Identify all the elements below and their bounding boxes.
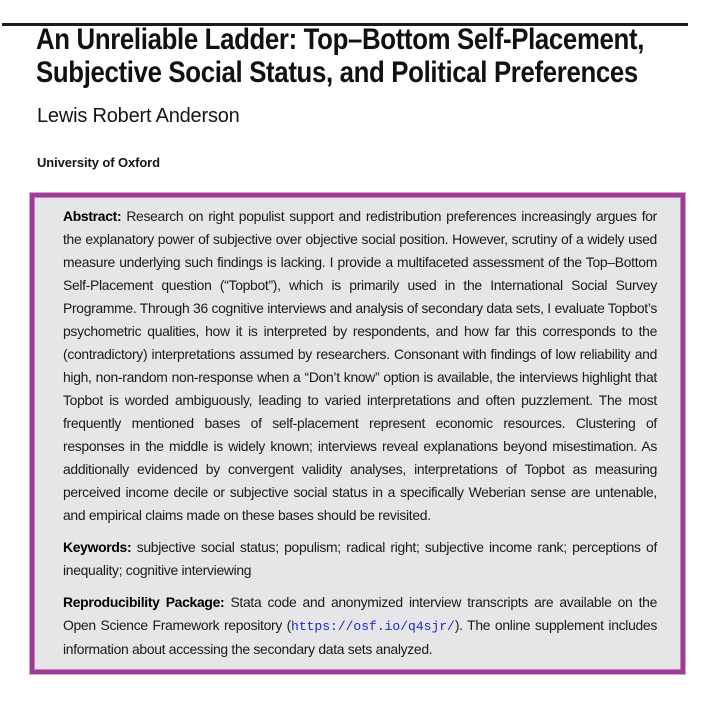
keywords-paragraph <box>63 536 657 582</box>
reproducibility-paragraph <box>63 591 657 661</box>
keywords-text: subjective social status; populism; radical right; subjective income rank; perceptions of inequality; cognitive interviewing <box>63 539 657 578</box>
author-name: Lewis Robert Anderson <box>37 105 240 127</box>
paper-title-line-2: Subjective Social Status, and Political Preferences <box>36 56 638 89</box>
abstract-paragraph <box>63 205 657 527</box>
paper-title-page <box>0 23 708 710</box>
abstract-label: Abstract: <box>63 208 122 224</box>
abstract-box <box>30 193 685 674</box>
reproducibility-text-before: Stata code and anonymized interview transcripts are available on the Open Science Framework repository ( <box>63 594 657 633</box>
keywords-label: Keywords: <box>63 539 132 555</box>
abstract-text: Research on right populist support and redistribution preferences increasingly argues for the explanatory power of subjective over objective social position. However, scrutiny of a widely used measure underlying such findings is lacking. I provide a multifaceted assessment of the Top–Bottom Self-Placement question (“Topbot”), which is primarily used in the International Social Survey Programme. Through 36 cognitive interviews and analysis of secondary data sets, I evaluate Topbot’s psychometric qualities, how it is interpreted by respondents, and how far this corresponds to the (contradictory) interpretations assumed by researchers. Consonant with findings of low reliability and high, non-random non-response when a “Don’t know” option is available, the interviews highlight that Topbot is worded ambiguously, leading to varied interpretations and often puzzlement. The most frequently mentioned bases of self-placement represent economic resources. Clustering of responses in the middle is widely known; interviews reveal explanations beyond misestimation. As additionally evidenced by convergent validity analyses, interpretations of Topbot as measuring perceived income decile or subjective social status in a specifically Weberian sense are untenable, and empirical claims made on these bases should be revisited. <box>63 208 658 523</box>
paper-title-line-1: An Unreliable Ladder: Top–Bottom Self-Placement, <box>36 23 645 56</box>
author-affiliation: University of Oxford <box>37 155 160 170</box>
reproducibility-text-after: ). The online supplement includes information about accessing the secondary data sets analyzed. <box>63 617 657 657</box>
reproducibility-label: Reproducibility Package: <box>63 594 225 610</box>
osf-repository-link[interactable]: https://osf.io/q4sjr/ <box>291 619 455 634</box>
paper-title <box>36 23 645 89</box>
